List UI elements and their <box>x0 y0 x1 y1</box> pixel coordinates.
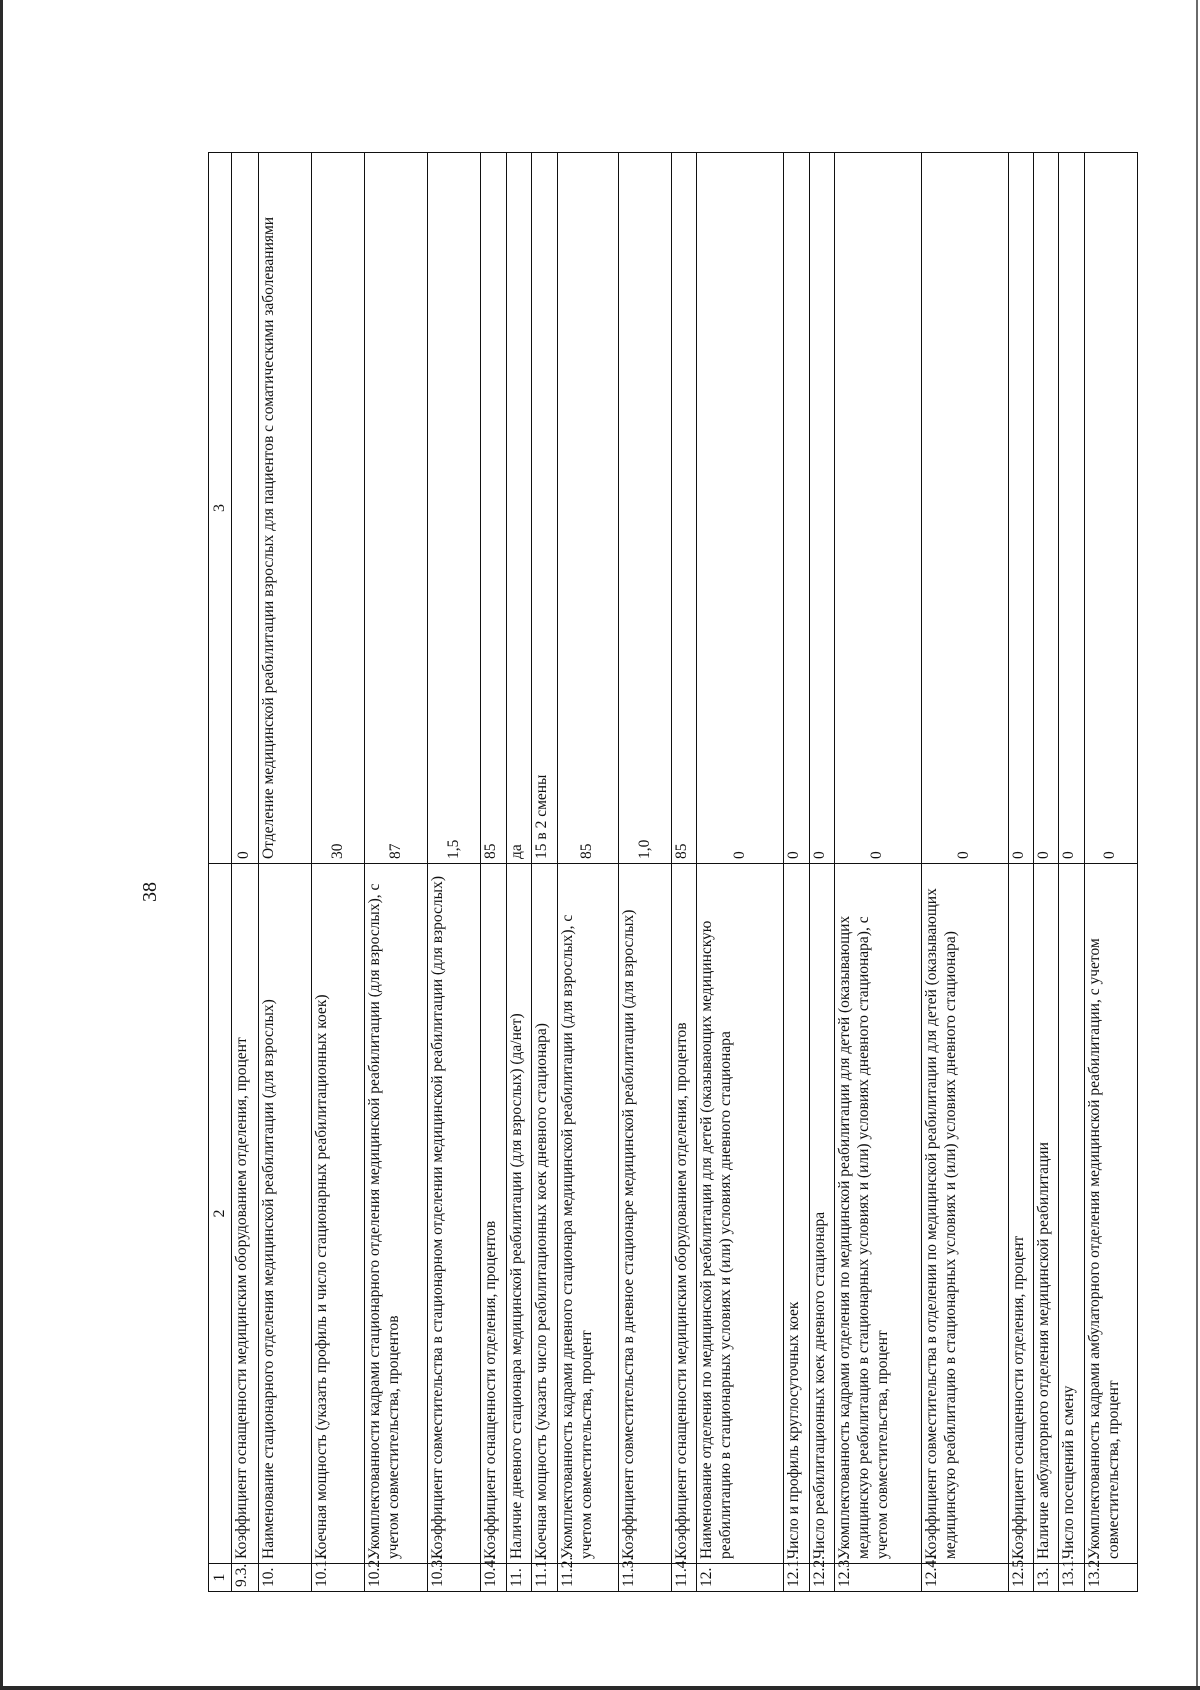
row-indicator: Коэффициент совместительства в стационарном отделении медицинской реабилитации (для взрослых) <box>428 864 481 1564</box>
table-row <box>259 153 312 1592</box>
row-number: 12.2. <box>809 1564 834 1592</box>
row-value: 85 <box>671 153 696 864</box>
row-number: 10.4. <box>481 1564 506 1592</box>
row-indicator: Число посещений в смену <box>1059 864 1084 1564</box>
header-col-1: 1 <box>209 1564 232 1592</box>
row-number: 10. <box>259 1564 312 1592</box>
rotated-table-container <box>208 152 1138 1592</box>
row-indicator: Наименование отделения по медицинской реабилитации для детей (оказывающих медицинскую реабилитацию в стационарных условиях и (или) условиях дневного стационара <box>697 864 784 1564</box>
row-indicator: Наименование стационарного отделения медицинской реабилитации (для взрослых) <box>259 864 312 1564</box>
row-indicator: Число и профиль круглосуточных коек <box>784 864 809 1564</box>
row-value: 0 <box>1059 153 1084 864</box>
table-row <box>697 153 784 1592</box>
table-row <box>1059 153 1084 1592</box>
row-value: 85 <box>481 153 506 864</box>
row-value: 85 <box>557 153 618 864</box>
table-row <box>481 153 506 1592</box>
header-col-2: 2 <box>209 864 232 1564</box>
scan-border-left <box>0 0 3 1690</box>
table-row <box>784 153 809 1592</box>
table-row <box>921 153 1008 1592</box>
row-value: 0 <box>835 153 922 864</box>
row-indicator: Коэффициент совместительства в отделении по медицинской реабилитации для детей (оказывающих медицинскую реабилитацию в стационарных условиях и (или) условиях дневного стационара) <box>921 864 1008 1564</box>
row-indicator: Коэффициент оснащенности медицинским оборудованием отделения, процентов <box>671 864 696 1564</box>
table-row <box>428 153 481 1592</box>
row-indicator: Коэффициент оснащенности отделения, процентов <box>481 864 506 1564</box>
row-indicator: Коэффициент оснащенности отделения, процент <box>1008 864 1033 1564</box>
row-indicator: Коечная мощность (указать число реабилитационных коек дневного стационара) <box>532 864 557 1564</box>
row-number: 12.1. <box>784 1564 809 1592</box>
indicators-table <box>208 152 1138 1592</box>
table-row <box>506 153 531 1592</box>
row-value: 0 <box>1034 153 1059 864</box>
row-value: 87 <box>364 153 428 864</box>
row-number: 13. <box>1034 1564 1059 1592</box>
row-indicator: Коечная мощность (указать профиль и число стационарных реабилитационных коек) <box>311 864 364 1564</box>
row-number: 12.4. <box>921 1564 1008 1592</box>
row-value: 1,5 <box>428 153 481 864</box>
row-indicator: Наличие дневного стационара медицинской реабилитации (для взрослых) (да/нет) <box>506 864 531 1564</box>
row-indicator: Укомплектованность кадрами отделения по медицинской реабилитации для детей (оказывающих медицинскую реабилитацию в стационарных условиях и (или) условиях дневного стационара), с учетом совместительства, процент <box>835 864 922 1564</box>
table-row <box>809 153 834 1592</box>
row-number: 11.4. <box>671 1564 696 1592</box>
row-number: 13.2. <box>1084 1564 1137 1592</box>
table-row <box>1084 153 1137 1592</box>
row-value: 15 в 2 смены <box>532 153 557 864</box>
row-value: 0 <box>784 153 809 864</box>
page-number: 38 <box>139 882 161 902</box>
row-value: 30 <box>311 153 364 864</box>
row-indicator: Коэффициент совместительства в дневное стационаре медицинской реабилитации (для взрослых) <box>619 864 672 1564</box>
row-indicator: Коэффициент оснащенности медицинским оборудованием отделения, процент <box>231 864 259 1564</box>
scan-border-bottom <box>0 1686 1200 1690</box>
row-value: 0 <box>1084 153 1137 864</box>
table-row <box>835 153 922 1592</box>
row-number: 9.3. <box>231 1564 259 1592</box>
scan-border-right <box>1196 0 1198 1690</box>
row-value: 0 <box>697 153 784 864</box>
table-header-row <box>209 153 232 1592</box>
row-indicator: Укомплектованность кадрами амбулаторного отделения медицинской реабилитации, с учетом совместительства, процент <box>1084 864 1137 1564</box>
row-value: да <box>506 153 531 864</box>
table-row <box>311 153 364 1592</box>
row-number: 10.3. <box>428 1564 481 1592</box>
row-number: 11.1. <box>532 1564 557 1592</box>
row-value: 0 <box>1008 153 1033 864</box>
row-number: 11. <box>506 1564 531 1592</box>
row-number: 11.3. <box>619 1564 672 1592</box>
table-row <box>619 153 672 1592</box>
row-number: 10.1. <box>311 1564 364 1592</box>
row-number: 12.5. <box>1008 1564 1033 1592</box>
table-row <box>1008 153 1033 1592</box>
row-value: 1,0 <box>619 153 672 864</box>
table-row <box>231 153 259 1592</box>
row-value: Отделение медицинской реабилитации взрослых для пациентов с соматическими заболеваниями <box>259 153 312 864</box>
row-indicator: Укомплектованность кадрами дневного стационара медицинской реабилитации (для взрослых), с учетом совместительства, процент <box>557 864 618 1564</box>
row-value: 0 <box>231 153 259 864</box>
row-value: 0 <box>921 153 1008 864</box>
header-col-3: 3 <box>209 153 232 864</box>
table-row <box>671 153 696 1592</box>
row-indicator: Число реабилитационных коек дневного стационара <box>809 864 834 1564</box>
row-number: 11.2. <box>557 1564 618 1592</box>
row-indicator: Укомплектованности кадрами стационарного отделения медицинской реабилитации (для взрослых), с учетом совместительства, процентов <box>364 864 428 1564</box>
row-number: 12. <box>697 1564 784 1592</box>
table-row <box>1034 153 1059 1592</box>
table-row <box>557 153 618 1592</box>
table-row <box>532 153 557 1592</box>
table-row <box>364 153 428 1592</box>
row-value: 0 <box>809 153 834 864</box>
row-number: 12.3. <box>835 1564 922 1592</box>
row-indicator: Наличие амбулаторного отделения медицинской реабилитации <box>1034 864 1059 1564</box>
row-number: 13.1. <box>1059 1564 1084 1592</box>
row-number: 10.2. <box>364 1564 428 1592</box>
